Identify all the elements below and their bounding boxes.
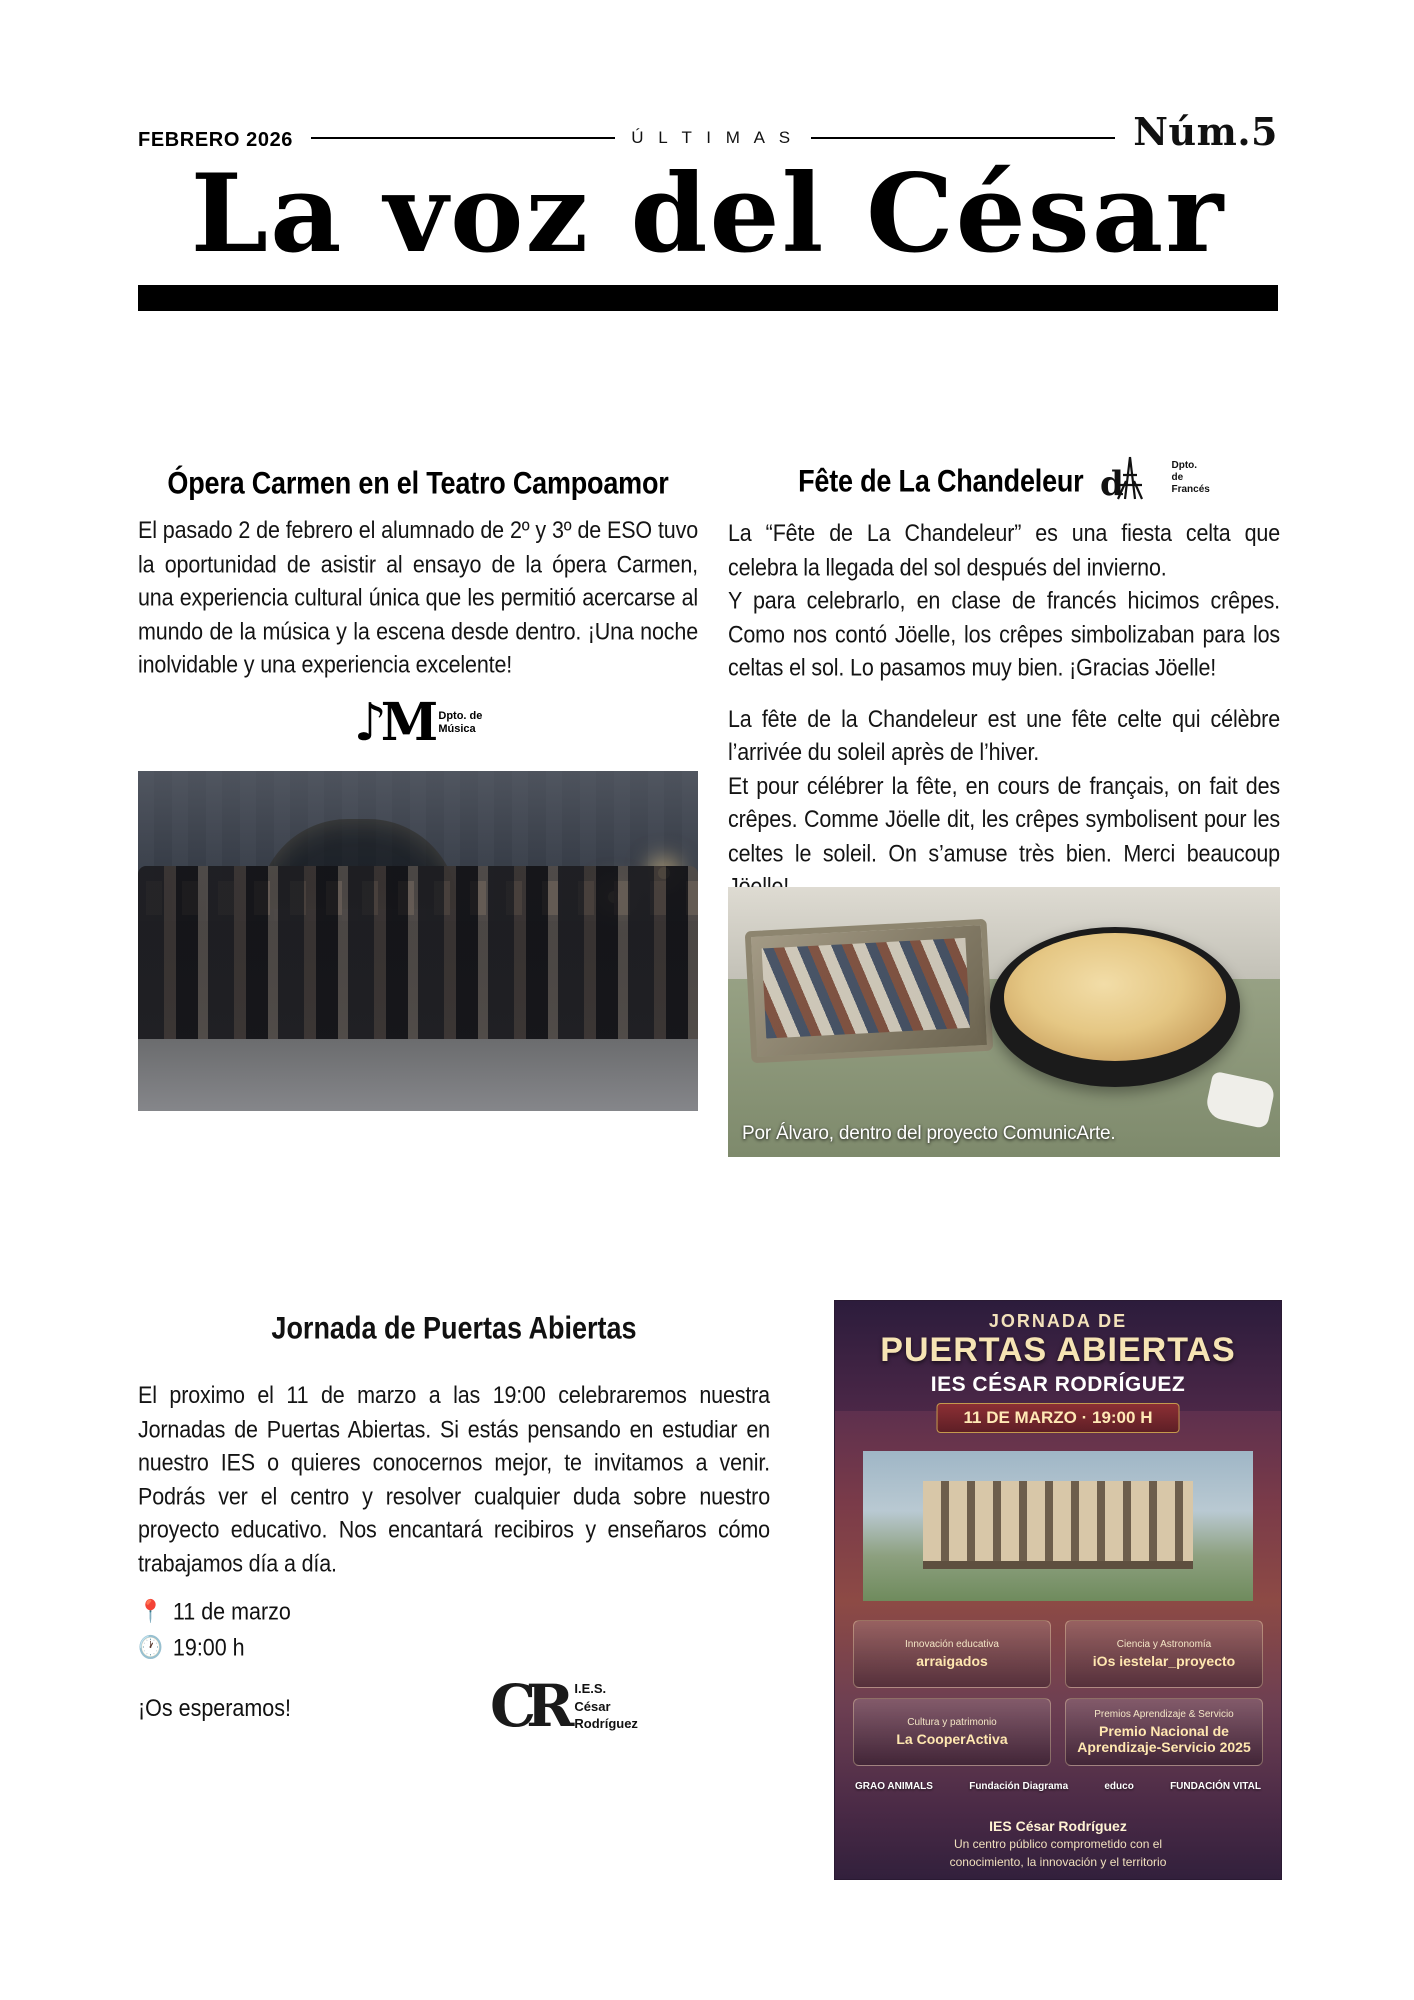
poster-cell-title: Ciencia y Astronomía (1116, 1639, 1212, 1650)
article-opera-body (138, 514, 698, 682)
title-block (138, 151, 1278, 277)
event-time-row (138, 1631, 770, 1666)
poster-title: PUERTAS ABIERTAS (880, 1331, 1236, 1369)
poster-logo: FUNDACIÓN VITAL (1170, 1781, 1261, 1792)
poster-cell (853, 1620, 1051, 1688)
issue-date: FEBRERO 2026 (138, 129, 294, 151)
music-department-logo (343, 691, 493, 753)
paragraph: Et pour célébrer la fête, en cours de français, on fait des crêpes. Comme Jöelle dit, les crêpes symbolisent pour les celtes le soleil. On s’amuse très bien. Merci beaucoup (728, 772, 1280, 867)
poster-puertas-abiertas (834, 1300, 1282, 1880)
french-logo-caption (1172, 460, 1210, 496)
poster-logo: educo (1104, 1781, 1134, 1792)
article-chandeleur-headline: Fête de La Chandeleur (798, 462, 1084, 498)
poster-footer-line2: conocimiento, la innovación y el territorio (949, 1854, 1167, 1869)
french-department-logo (1096, 455, 1210, 501)
poster-logo: Fundación Diagrama (969, 1781, 1069, 1792)
ies-logo-caption-line1: I.E.S. (574, 1681, 607, 1696)
french-logo-caption-line1: Dpto. (1171, 460, 1198, 471)
poster-footer-title: IES César Rodríguez (989, 1817, 1127, 1834)
french-logo-caption-line2: de (1171, 472, 1184, 483)
poster-cell (853, 1698, 1051, 1766)
page-title: La voz del César (190, 151, 1226, 277)
location-pin-icon: 📍 (138, 1600, 163, 1625)
poster-cell (1065, 1698, 1263, 1766)
photo-group-people (138, 866, 698, 1041)
poster-cell-name: Premio Nacional de Aprendizaje-Servicio 2025 (1077, 1723, 1251, 1755)
poster-school-illustration (863, 1451, 1253, 1601)
article-puertas-headline: Jornada de Puertas Abiertas (271, 1310, 637, 1346)
music-logo-caption (438, 710, 482, 735)
event-date-text: 11 de marzo (172, 1598, 291, 1626)
poster-cell-title: Innovación educativa (905, 1639, 999, 1650)
poster-date-badge: 11 DE MARZO · 19:00 H (937, 1403, 1180, 1433)
article-chandeleur-body (728, 517, 1280, 904)
photo-crepe-disc (1004, 933, 1226, 1061)
ies-monogram-icon: CR (490, 1672, 565, 1741)
music-note-icon: ♪M (353, 691, 433, 753)
section-label: Ú L T I M A S (631, 128, 796, 147)
article-opera (138, 455, 698, 1111)
photo-crepe (728, 887, 1280, 1157)
article-chandeleur-header (728, 455, 1280, 501)
poster-cell-name: iOs iestelar_proyecto (1092, 1653, 1236, 1669)
eiffel-tower-icon (1096, 455, 1166, 501)
french-logo-caption-line3: Francés (1171, 484, 1210, 495)
rule-right (811, 137, 1115, 139)
ies-logo-caption (574, 1680, 638, 1733)
ies-logo (490, 1672, 638, 1741)
article-opera-headline: Ópera Carmen en el Teatro Campoamor (167, 465, 669, 501)
poster-subtitle: IES CÉSAR RODRÍGUEZ (930, 1373, 1186, 1396)
paragraph: La “Fête de La Chandeleur” es una fiesta celta que celebra la llegada del sol después del invierno. (728, 520, 1280, 581)
masthead-black-bar (138, 285, 1278, 311)
article-chandeleur (728, 455, 1280, 1157)
poster-cell-name: La CooperActiva (896, 1731, 1008, 1747)
paragraph: Y para celebrarlo, en clase de francés hicimos crêpes. Como nos contó Jöelle, los crêpes simbolizaban para los celtas el sol. Lo pasamos muy bien. ¡Gracias Jöelle! (728, 587, 1280, 681)
photo-opera-group (138, 771, 698, 1111)
event-date-row (138, 1594, 770, 1629)
clock-icon: 🕐 (138, 1636, 163, 1661)
masthead (138, 110, 1278, 311)
masthead-top-row (138, 110, 1278, 156)
photo-crepe-caption: Por Álvaro, dentro del proyecto ComunicArte. (742, 1122, 1116, 1144)
poster-footer-line1: Un centro público comprometido con el (953, 1837, 1163, 1852)
poster-logo: GRAO ANIMALS (855, 1781, 933, 1792)
poster-cell-name: arraigados (916, 1653, 988, 1669)
music-logo-caption-line2: Música (438, 722, 476, 735)
issue-number: Núm.5 (1133, 109, 1278, 154)
poster-cell (1065, 1620, 1263, 1688)
paragraph: La fête de la Chandeleur est une fête celte qui célèbre l’arrivée du soleil après de l’hiver. (728, 705, 1280, 766)
article-puertas-closing: ¡Os esperamos! (138, 1694, 291, 1721)
poster-cell-title: Premios Aprendizaje & Servicio (1094, 1709, 1234, 1720)
article-puertas-body (138, 1379, 770, 1580)
svg-text:d: d (1099, 464, 1124, 501)
poster-row-1 (853, 1619, 1263, 1689)
event-time-text: 19:00 h (172, 1635, 245, 1662)
music-logo-caption-line1: Dpto. de (438, 709, 483, 722)
poster-line-top: JORNADA DE (988, 1311, 1128, 1331)
article-puertas-abiertas (138, 1310, 770, 1720)
poster-cell-title: Cultura y patrimonio (907, 1717, 997, 1728)
rule-left (311, 137, 615, 139)
ies-logo-caption-line2: César (574, 1698, 611, 1714)
event-details (138, 1596, 770, 1665)
paragraph: El pasado 2 de febrero el alumnado de 2º y 3º de ESO tuvo la oportunidad de asistir al ensayo de la ópera Carmen, una experiencia cultural única que les permitió acercarse al mundo de la música y la escena desde dentro. ¡Una noche inolvidable y una experiencia excelente! (138, 517, 698, 678)
poster-footer (835, 1816, 1281, 1871)
poster-row-2 (853, 1697, 1263, 1767)
paragraph: El proximo el 11 de marzo a las 19:00 celebraremos nuestra Jornadas de Puertas Abiertas. Si estás pensando en estudiar en nuestro IES o quieres conocernos mejor, te invitamos a venir. Podrás ver el centro y resolver cualquier duda sobre nuestro proyecto educativo. Nos encantará recibiros y enseñaros cómo trabajamos día a día. (138, 1382, 770, 1577)
photo-tray (745, 918, 994, 1062)
poster-partner-logos (855, 1781, 1261, 1793)
ies-logo-caption-line3: Rodríguez (574, 1716, 638, 1732)
photo-ground (138, 1039, 698, 1111)
